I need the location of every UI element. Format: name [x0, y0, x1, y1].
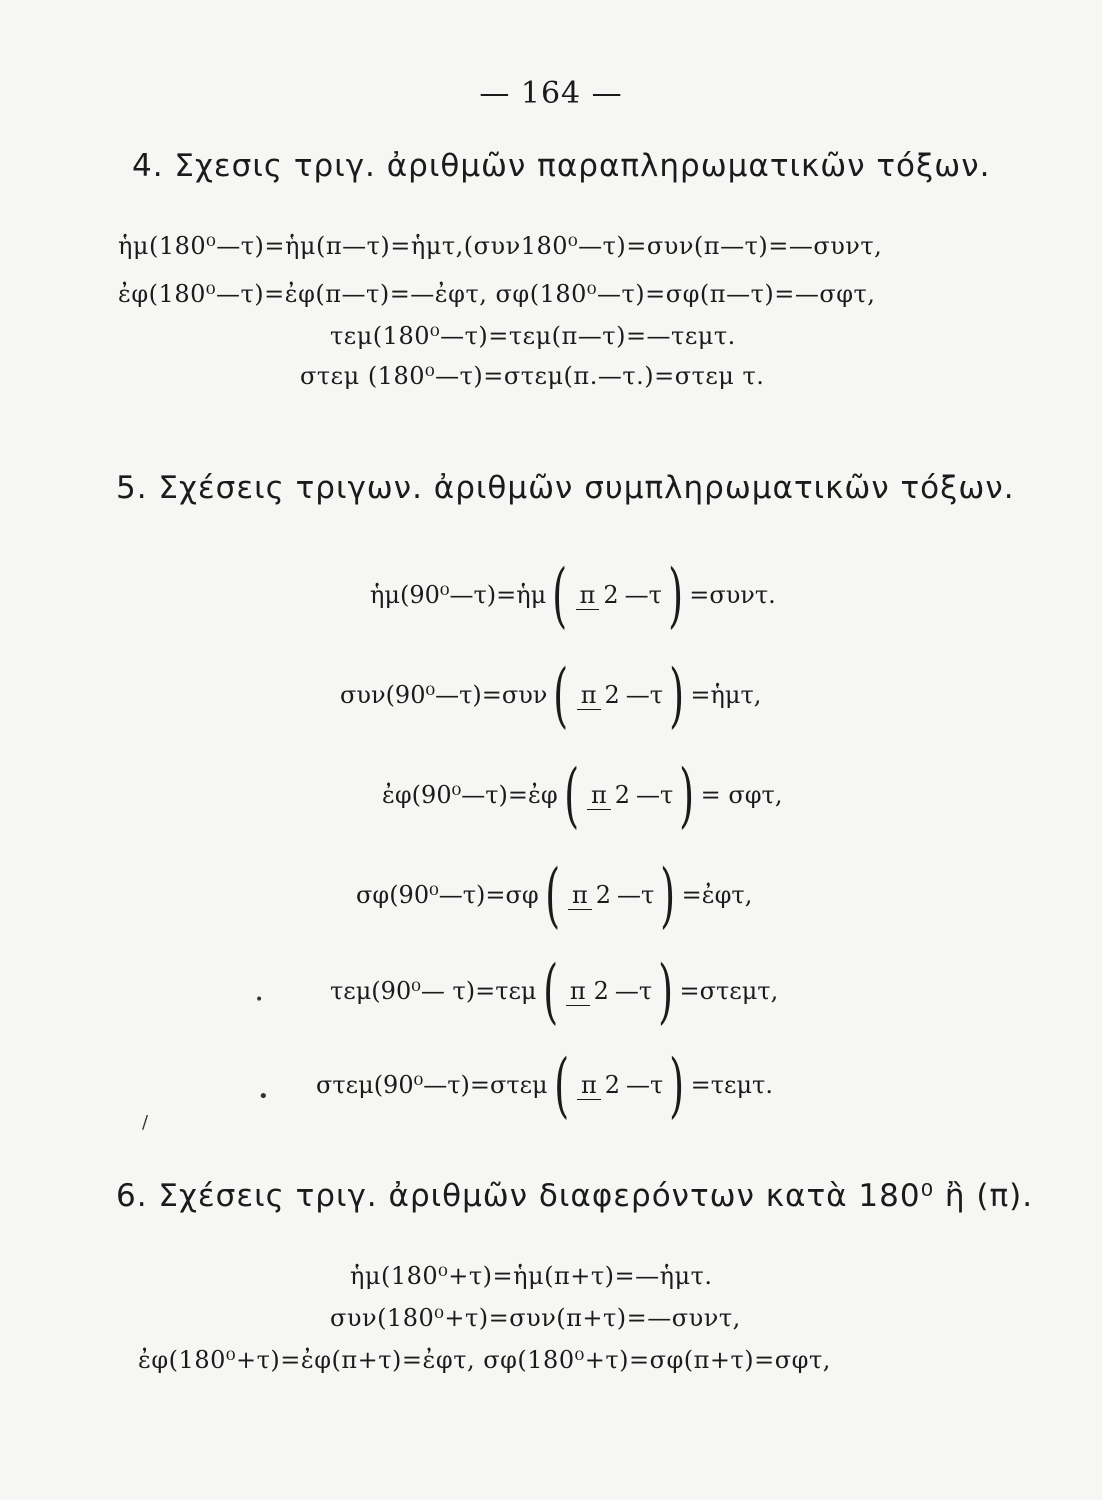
left-paren: (: [553, 654, 569, 736]
equation-row: [370, 554, 776, 650]
equation-rhs: =στεμτ,: [679, 977, 779, 1005]
equation-lhs: στεμ(90⁰—τ)=στεμ: [316, 1071, 548, 1099]
left-paren: (: [563, 754, 579, 836]
equation-row: [340, 654, 762, 750]
equation-line: ἐφ(180⁰—τ)=ἐφ(π—τ)=—ἐφτ, σφ(180⁰—τ)=σφ(π—τ)=—σφτ,: [118, 280, 876, 308]
section-5-heading: 5. Σχέσεις τριγων. ἀριθμῶν συμπληρωματικῶν τόξων.: [116, 470, 1015, 506]
equation-lhs: συν(90⁰—τ)=συν: [340, 681, 548, 709]
right-paren: ): [660, 854, 676, 936]
equation-lhs: τεμ(90⁰— τ)=τεμ: [330, 977, 537, 1005]
left-paren: (: [553, 1044, 569, 1126]
right-paren: ): [668, 554, 684, 636]
equation-line: στεμ (180⁰—τ)=στεμ(π.—τ.)=στεμ τ.: [300, 362, 765, 390]
equation-op: —τ: [614, 977, 653, 1005]
equation-line: ἡμ(180⁰—τ)=ἡμ(π—τ)=ἡμτ,(συν180⁰—τ)=συν(π—τ)=—συντ,: [118, 232, 883, 260]
equation-rhs: =τεμτ.: [690, 1071, 773, 1099]
equation-line: συν(180⁰+τ)=συν(π+τ)=—συντ,: [330, 1304, 741, 1332]
equation-rhs: =ἐφτ,: [681, 881, 753, 909]
equation-rhs: =συντ.: [689, 581, 776, 609]
equation-row: [382, 754, 783, 850]
print-mark: •: [255, 992, 264, 1008]
page-number: — 164 —: [479, 76, 623, 111]
section-6-heading: 6. Σχέσεις τριγ. ἀριθμῶν διαφερόντων κατὰ 180⁰ ἢ (π).: [116, 1178, 1034, 1214]
right-paren: ): [669, 654, 685, 736]
equation-lhs: σφ(90⁰—τ)=σφ: [356, 881, 539, 909]
equation-op: —τ: [625, 681, 664, 709]
equation-lhs: ἐφ(90⁰—τ)=ἐφ: [382, 781, 558, 809]
right-paren: ): [669, 1044, 685, 1126]
left-paren: (: [552, 554, 568, 636]
fraction: π 2: [577, 1072, 624, 1098]
equation-lhs: ἡμ(90⁰—τ)=ἡμ: [370, 581, 547, 609]
equation-op: —τ: [617, 881, 655, 909]
right-paren: ): [679, 754, 695, 836]
print-mark: •: [258, 1086, 269, 1107]
right-paren: ): [658, 950, 674, 1032]
fraction: π 2: [587, 782, 634, 808]
equation-row: [356, 854, 753, 950]
left-paren: (: [542, 950, 558, 1032]
equation-rhs: =ἡμτ,: [690, 681, 762, 709]
equation-line: ἐφ(180⁰+τ)=ἐφ(π+τ)=ἐφτ, σφ(180⁰+τ)=σφ(π+τ)=σφτ,: [138, 1346, 831, 1374]
equation-op: —τ: [624, 581, 662, 609]
fraction: π 2: [577, 682, 624, 708]
equation-op: —τ: [636, 781, 674, 809]
section-4-heading: 4. Σχεσις τριγ. ἀριθμῶν παραπληρωματικῶν τόξων.: [132, 148, 991, 184]
equation-line: ἡμ(180⁰+τ)=ἡμ(π+τ)=—ἡμτ.: [350, 1262, 713, 1290]
equation-row: [316, 1044, 773, 1140]
fraction: π 2: [566, 978, 613, 1004]
fraction: π 2: [576, 582, 623, 608]
print-mark: /: [142, 1112, 149, 1133]
left-paren: (: [544, 854, 560, 936]
equation-rhs: = σφτ,: [700, 781, 783, 809]
equation-row: [330, 950, 779, 1046]
equation-op: —τ: [626, 1071, 664, 1099]
fraction: π 2: [568, 882, 615, 908]
equation-line: τεμ(180⁰—τ)=τεμ(π—τ)=—τεμτ.: [330, 322, 736, 350]
